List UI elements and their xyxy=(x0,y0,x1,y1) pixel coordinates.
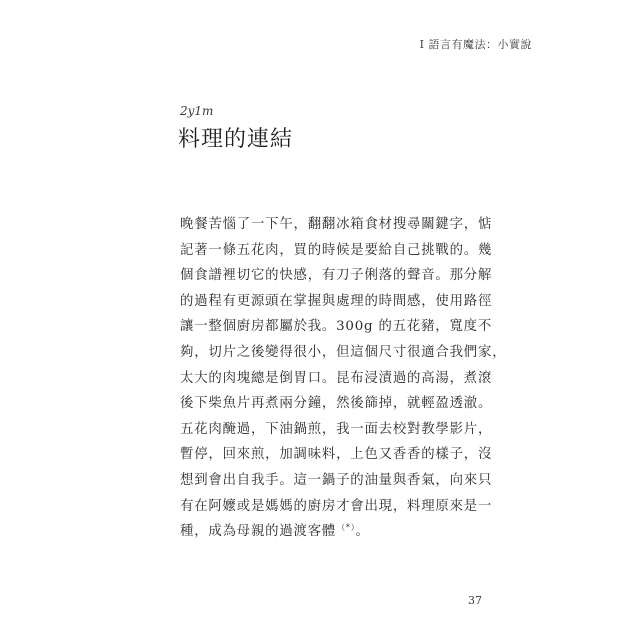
body-line-end: 。 xyxy=(355,524,370,540)
chapter-code: 2y1m xyxy=(180,104,214,118)
body-line: 記著一條五花肉，買的時候是要給自己挑戰的。幾 xyxy=(180,242,493,258)
body-line: 讓一整個廚房都屬於我。300g 的五花豬，寬度不 xyxy=(180,319,493,335)
body-line: 晚餐苦惱了一下午，翻翻冰箱食材搜尋關鍵字，惦 xyxy=(180,217,493,232)
body-line: 的過程有更源頭在掌握與處理的時間感，使用路徑 xyxy=(180,293,493,309)
footnote-marker: （*） xyxy=(337,523,356,533)
body-line: 後下柴魚片再煮兩分鐘，然後篩掉，就輕盈透澈。 xyxy=(180,396,493,412)
body-text xyxy=(180,212,507,545)
body-line: 五花肉醃過，下油鍋煎，我一面去校對教學影片， xyxy=(180,421,493,437)
body-line-text: 種，成為母親的過渡客體 xyxy=(180,524,337,540)
body-line: 暫停，回來煎，加調味料，上色又香香的樣子，沒 xyxy=(180,447,493,463)
body-line: 個食譜裡切它的快感，有刀子俐落的聲音。那分解 xyxy=(180,268,493,284)
chapter-title: 料理的連結 xyxy=(178,127,294,152)
body-line: 有在阿嬤或是媽媽的廚房才會出現，料理原來是一 xyxy=(180,498,493,514)
body-line: 太大的肉塊總是倒胃口。昆布浸漬過的高湯，煮滾 xyxy=(180,370,493,386)
page-number: 37 xyxy=(468,594,482,607)
body-line-last xyxy=(180,519,480,545)
body-line: 想到會出自我手。這一鍋子的油量與香氣，向來只 xyxy=(180,472,493,488)
body-line: 夠，切片之後變得很小，但這個尺寸很適合我們家， xyxy=(180,344,507,360)
running-header: I 語言有魔法：小實說 xyxy=(419,38,532,51)
